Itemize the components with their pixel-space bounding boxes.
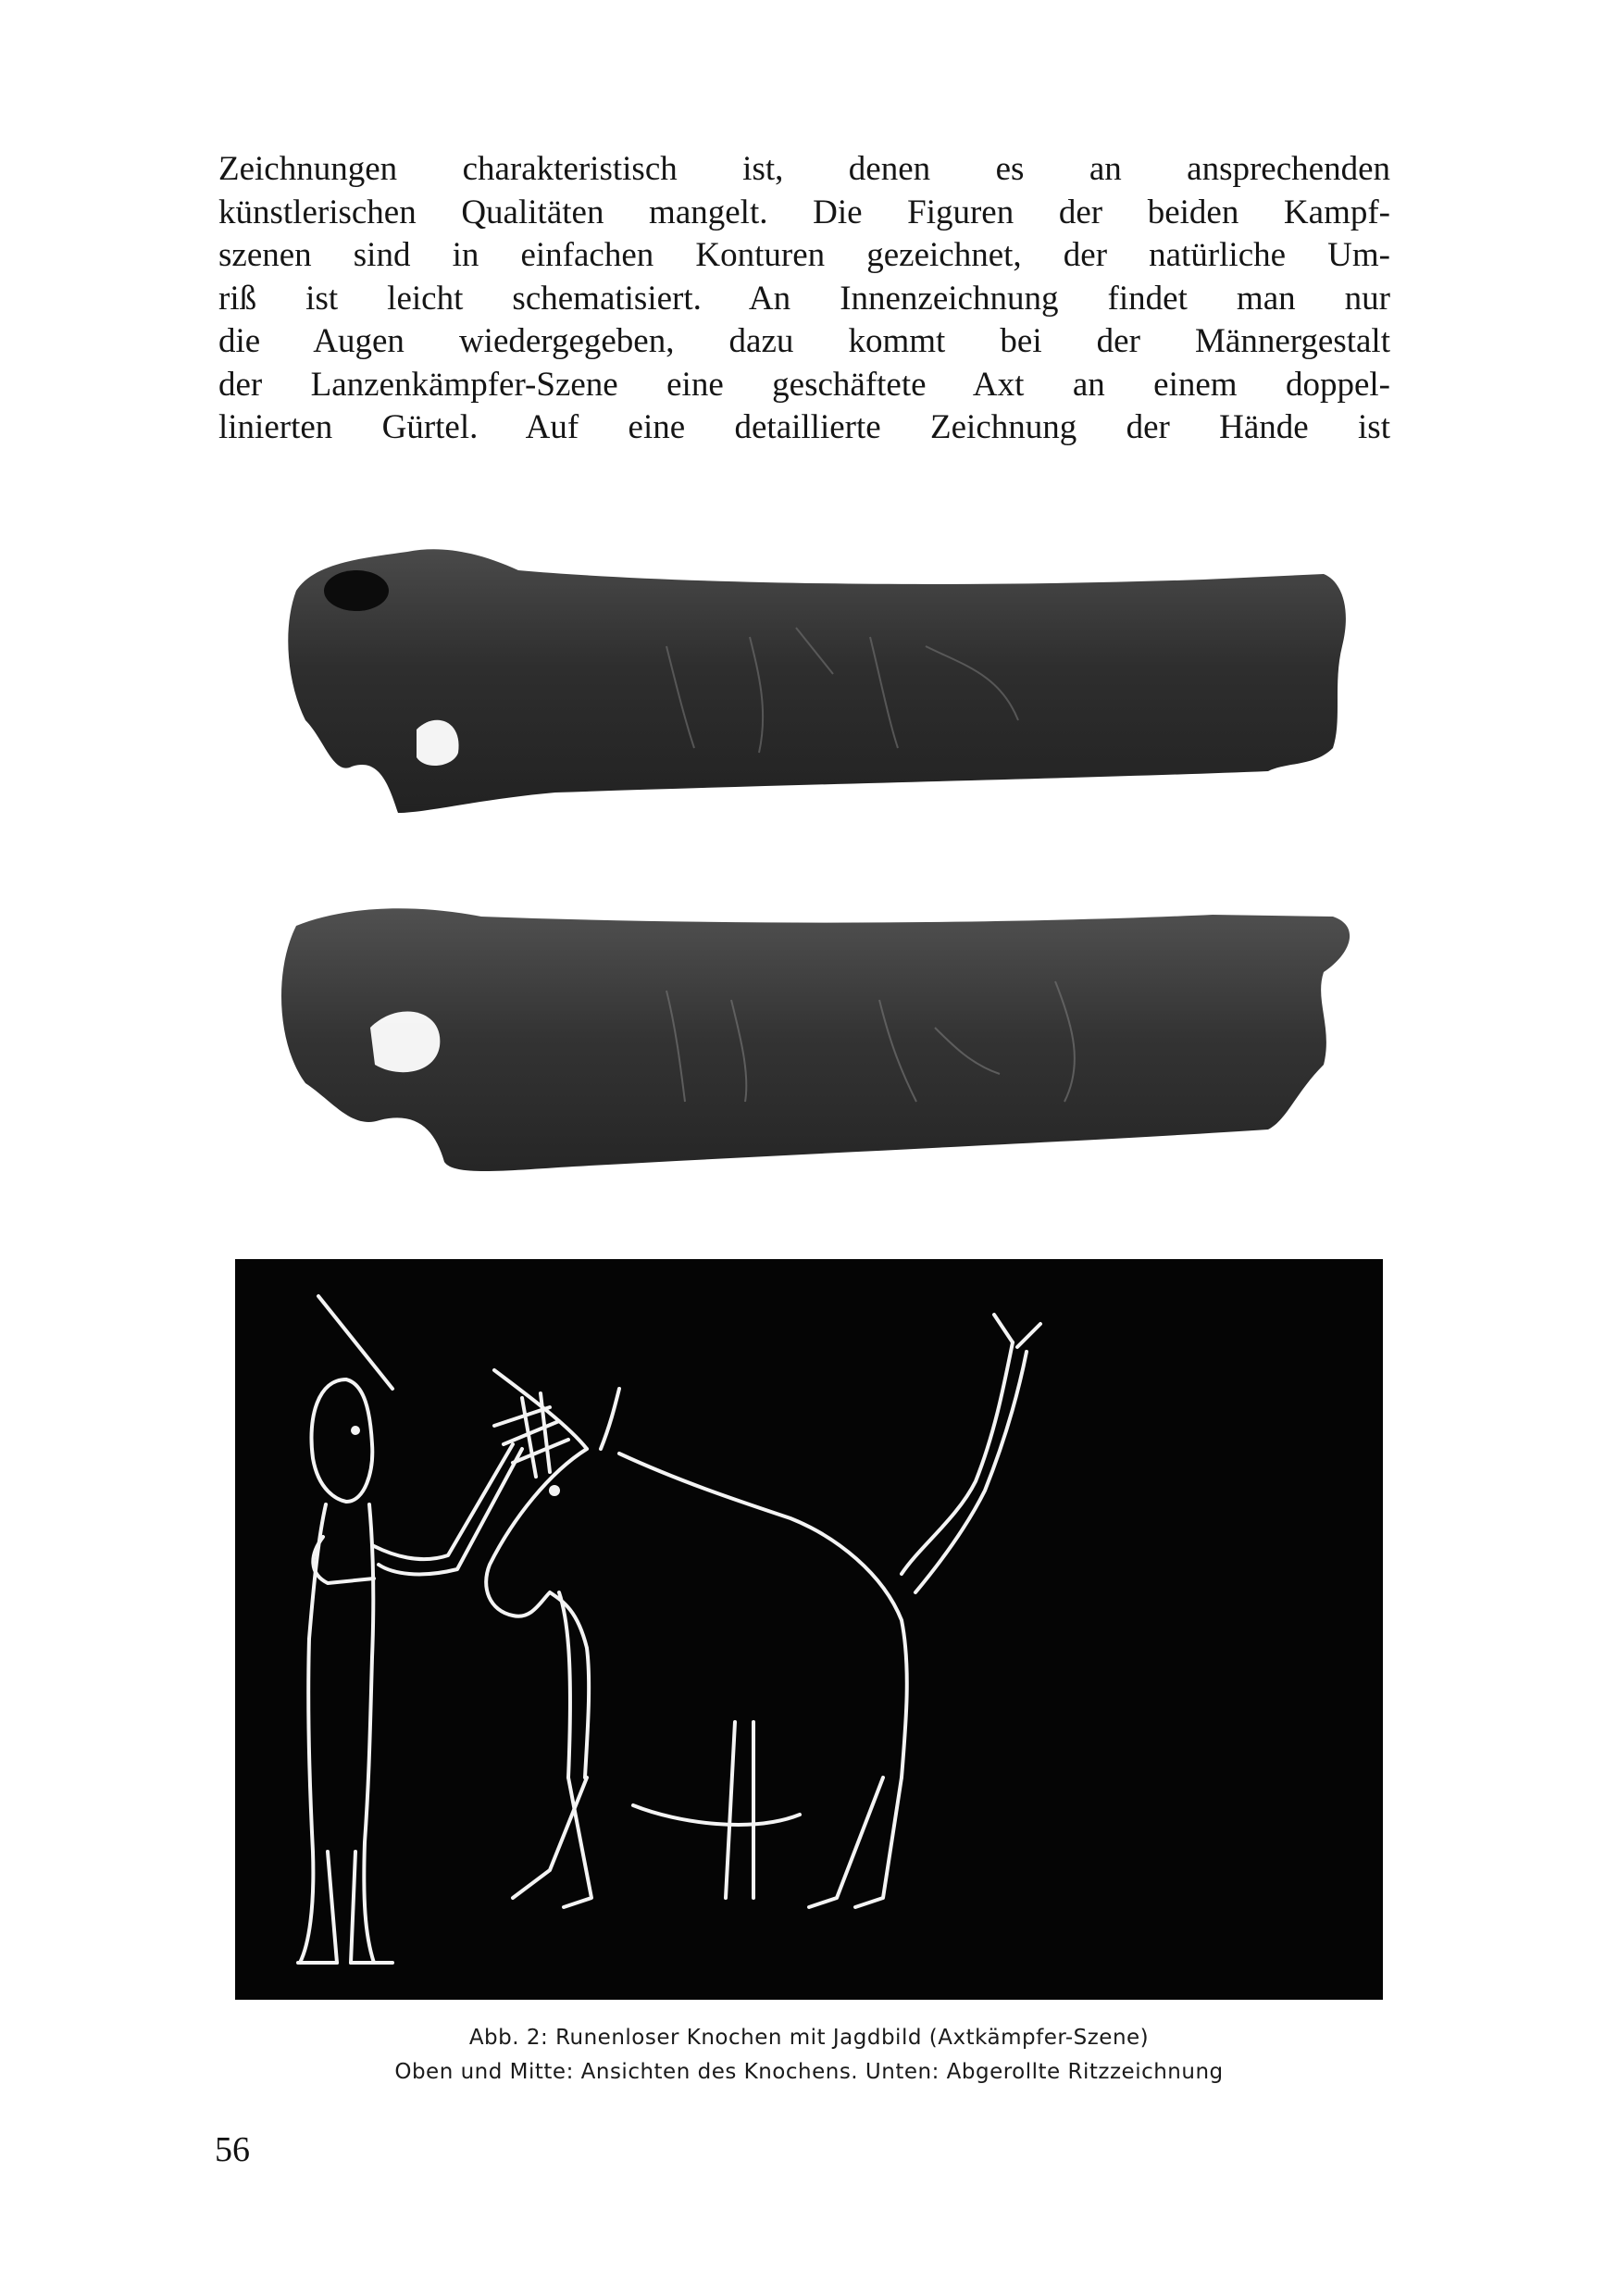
text-line: Zeichnungen charakteristisch ist, denen es an ansprechenden bbox=[218, 150, 1390, 188]
bone-photo-middle bbox=[268, 889, 1379, 1194]
text-line: künstlerischen Qualitäten mangelt. Die Figuren der beiden Kampf- bbox=[218, 193, 1390, 231]
figure-caption-description: Oben und Mitte: Ansichten des Knochens. Unten: Abgerollte Ritzzeichnung bbox=[394, 2060, 1224, 2084]
bone-photo-top bbox=[278, 535, 1379, 831]
body-text bbox=[218, 148, 1390, 450]
page-number: 56 bbox=[215, 2130, 250, 2169]
text-line: linierten Gürtel. Auf eine detaillierte Zeichnung der Hände ist bbox=[218, 408, 1390, 446]
text-line: der Lanzenkämpfer-Szene eine geschäftete Axt an einem doppel- bbox=[218, 365, 1390, 404]
text-line: die Augen wiedergegeben, dazu kommt bei der Männergestalt bbox=[218, 322, 1390, 360]
text-line: riß ist leicht schematisiert. An Innenzeichnung findet man nur bbox=[218, 279, 1390, 318]
incised-drawing bbox=[235, 1259, 1383, 2000]
figure-caption-title: Abb. 2: Runenloser Knochen mit Jagdbild (Axtkämpfer-Szene) bbox=[468, 2026, 1150, 2050]
text-line: szenen sind in einfachen Konturen gezeichnet, der natürliche Um- bbox=[218, 236, 1390, 274]
